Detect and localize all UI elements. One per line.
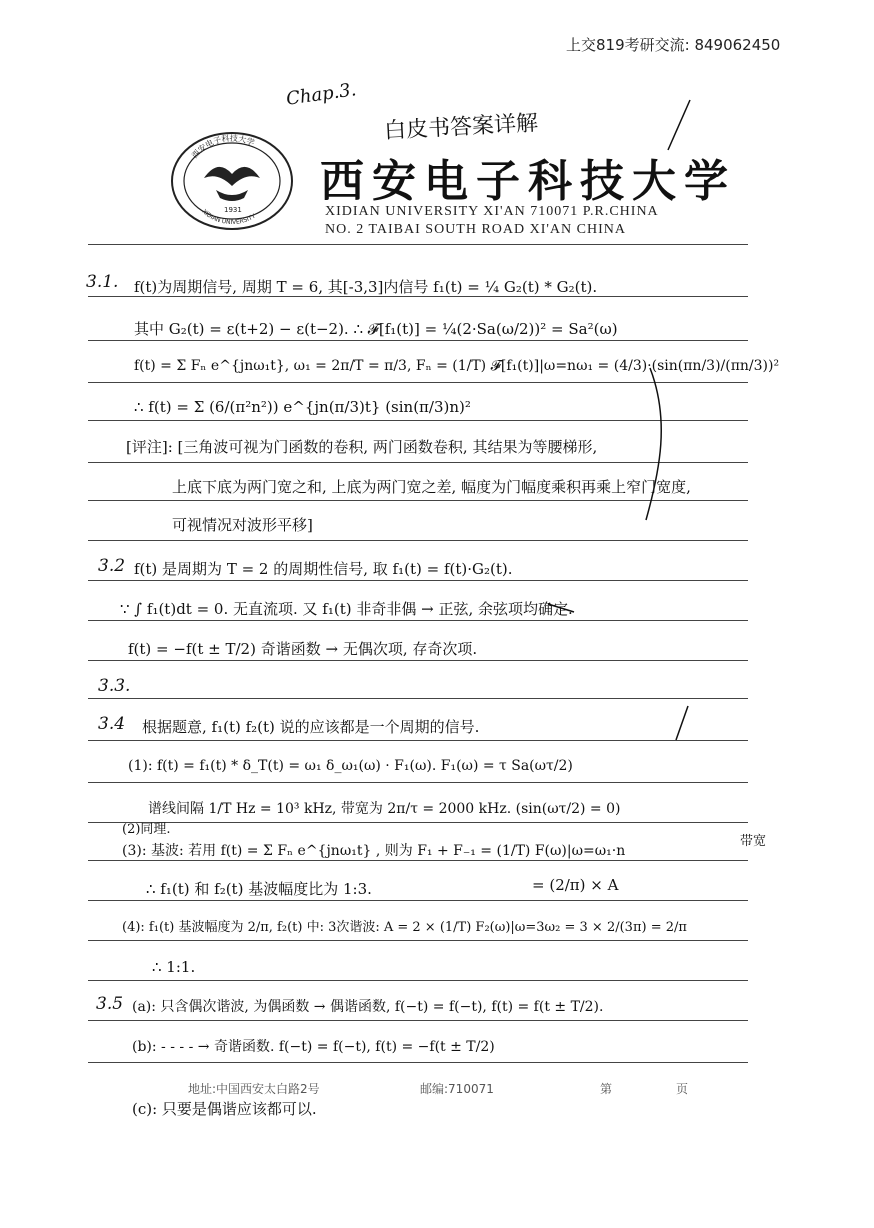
ruled-line bbox=[88, 1062, 748, 1063]
problem-line: (4): f₁(t) 基波幅度为 2/π, f₂(t) 中: 3次谐波: A = 2 × (1/T) F₂(ω)|ω=3ω₂ = 3 × 2/(3π) = 2/π bbox=[122, 920, 687, 935]
problem-line: = (2/π) × A bbox=[532, 876, 619, 894]
problem-line: (b): - - - - → 奇谐函数. f(−t) = f(−t), f(t) = −f(t ± T/2) bbox=[132, 1039, 495, 1055]
problem-line: 根据题意, f₁(t) f₂(t) 说的应该都是一个周期的信号. bbox=[142, 718, 480, 736]
seal-ring-text: 西安电子科技大学 bbox=[190, 133, 256, 161]
margin-note: 带宽 bbox=[740, 834, 767, 849]
ruled-line bbox=[88, 900, 748, 901]
ruled-line bbox=[88, 420, 748, 421]
university-address-line1: XIDIAN UNIVERSITY XI'AN 710071 P.R.CHINA bbox=[325, 204, 659, 219]
problem-line: ∵ ∫ f₁(t)dt = 0. 无直流项. 又 f₁(t) 非奇非偶 → 正弦, 余弦项均确定. bbox=[120, 600, 573, 618]
problem-line: f(t) = −f(t ± T/2) 奇谐函数 → 无偶次项, 存奇次项. bbox=[128, 640, 478, 658]
seal-sub-text: XIDIAN UNIVERSITY bbox=[200, 208, 257, 227]
university-address-line2: NO. 2 TAIBAI SOUTH ROAD XI'AN CHINA bbox=[325, 222, 626, 237]
ruled-line bbox=[88, 462, 748, 463]
problem-line: (1): f(t) = f₁(t) * δ_T(t) = ω₁ δ_ω₁(ω) · F₁(ω). F₁(ω) = τ Sa(ωτ/2) bbox=[128, 758, 573, 774]
chapter-label: Chap.3. bbox=[284, 79, 358, 110]
seal-year: 1931 bbox=[224, 206, 242, 214]
problem-line: f(t) 是周期为 T = 2 的周期性信号, 取 f₁(t) = f(t)·G₂(t). bbox=[134, 560, 513, 578]
problem-line: 谱线间隔 1/T Hz = 10³ kHz, 带宽为 2π/τ = 2000 kHz. (sin(ωτ/2) = 0) bbox=[148, 801, 621, 817]
ruled-line bbox=[88, 980, 748, 981]
ruled-line bbox=[88, 580, 748, 581]
problem-line: f(t)为周期信号, 周期 T = 6, 其[-3,3]内信号 f₁(t) = ¼ G₂(t) * G₂(t). bbox=[134, 278, 598, 296]
problem-line: f(t) = Σ Fₙ e^{jnω₁t}, ω₁ = 2π/T = π/3, Fₙ = (1/T) 𝓕[f₁(t)]|ω=nω₁ = (4/3)·(sin(πn/3)/(πn/3))² bbox=[134, 358, 780, 374]
problem-number: 3.4 bbox=[98, 714, 126, 734]
problem-number: 3.5 bbox=[96, 994, 124, 1014]
ruled-line bbox=[88, 244, 748, 245]
footer-address: 地址:中国西安太白路2号 bbox=[188, 1082, 320, 1096]
comment-line: [评注]: [三角波可视为门函数的卷积, 两门函数卷积, 其结果为等腰梯形, bbox=[126, 438, 598, 456]
ruled-line bbox=[88, 860, 748, 861]
ruled-line bbox=[88, 1020, 748, 1021]
footer-page-prefix: 第 bbox=[600, 1082, 613, 1096]
comment-line: 上底下底为两门宽之和, 上底为两门宽之差, 幅度为门幅度乘积再乘上窄门宽度, bbox=[172, 478, 691, 496]
problem-line: ∴ 1:1. bbox=[152, 958, 196, 976]
university-name: 西安电子科技大学 bbox=[320, 156, 736, 207]
ruled-line bbox=[88, 382, 748, 383]
problem-number: 3.2 bbox=[98, 556, 126, 576]
ruled-line bbox=[88, 698, 748, 699]
problem-line: (2)同理. bbox=[122, 822, 171, 837]
ruled-line bbox=[88, 940, 748, 941]
footer-postcode: 邮编:710071 bbox=[420, 1082, 494, 1096]
problem-line: (3): 基波: 若用 f(t) = Σ Fₙ e^{jnω₁t} , 则为 F₁ + F₋₁ = (1/T) F(ω)|ω=ω₁·n bbox=[122, 843, 626, 859]
problem-line: (a): 只含偶次谐波, 为偶函数 → 偶谐函数, f(−t) = f(−t), f(t) = f(t ± T/2). bbox=[132, 999, 604, 1015]
ruled-line bbox=[88, 660, 748, 661]
ruled-line bbox=[88, 620, 748, 621]
problem-line: ∴ f₁(t) 和 f₂(t) 基波幅度比为 1:3. bbox=[146, 880, 372, 898]
ruled-line bbox=[88, 540, 748, 541]
svg-text:西安电子科技大学 bbox=[190, 133, 256, 160]
problem-line: ∴ f(t) = Σ (6/(π²n²)) e^{jn(π/3)t} (sin(π/3)n)² bbox=[134, 398, 471, 416]
problem-line: 其中 G₂(t) = ε(t+2) − ε(t−2). ∴ 𝓕[f₁(t)] = ¼(2·Sa(ω/2))² = Sa²(ω) bbox=[134, 320, 618, 338]
ruled-line bbox=[88, 822, 748, 823]
ruled-line bbox=[88, 340, 748, 341]
page-subtitle: 白皮书答案详解 bbox=[383, 110, 539, 145]
problem-number: 3.3. bbox=[98, 676, 131, 696]
problem-number: 3.1. bbox=[86, 272, 119, 292]
ruled-line bbox=[88, 740, 748, 741]
footer-page-suffix: 页 bbox=[676, 1082, 689, 1096]
ruled-line bbox=[88, 500, 748, 501]
problem-line: (c): 只要是偶谐应该都可以. bbox=[132, 1100, 317, 1118]
comment-line: 可视情况对波形平移] bbox=[172, 516, 313, 534]
ruled-line bbox=[88, 782, 748, 783]
university-seal-icon bbox=[166, 128, 298, 234]
watermark-text: 上交819考研交流: 849062450 bbox=[566, 36, 781, 54]
